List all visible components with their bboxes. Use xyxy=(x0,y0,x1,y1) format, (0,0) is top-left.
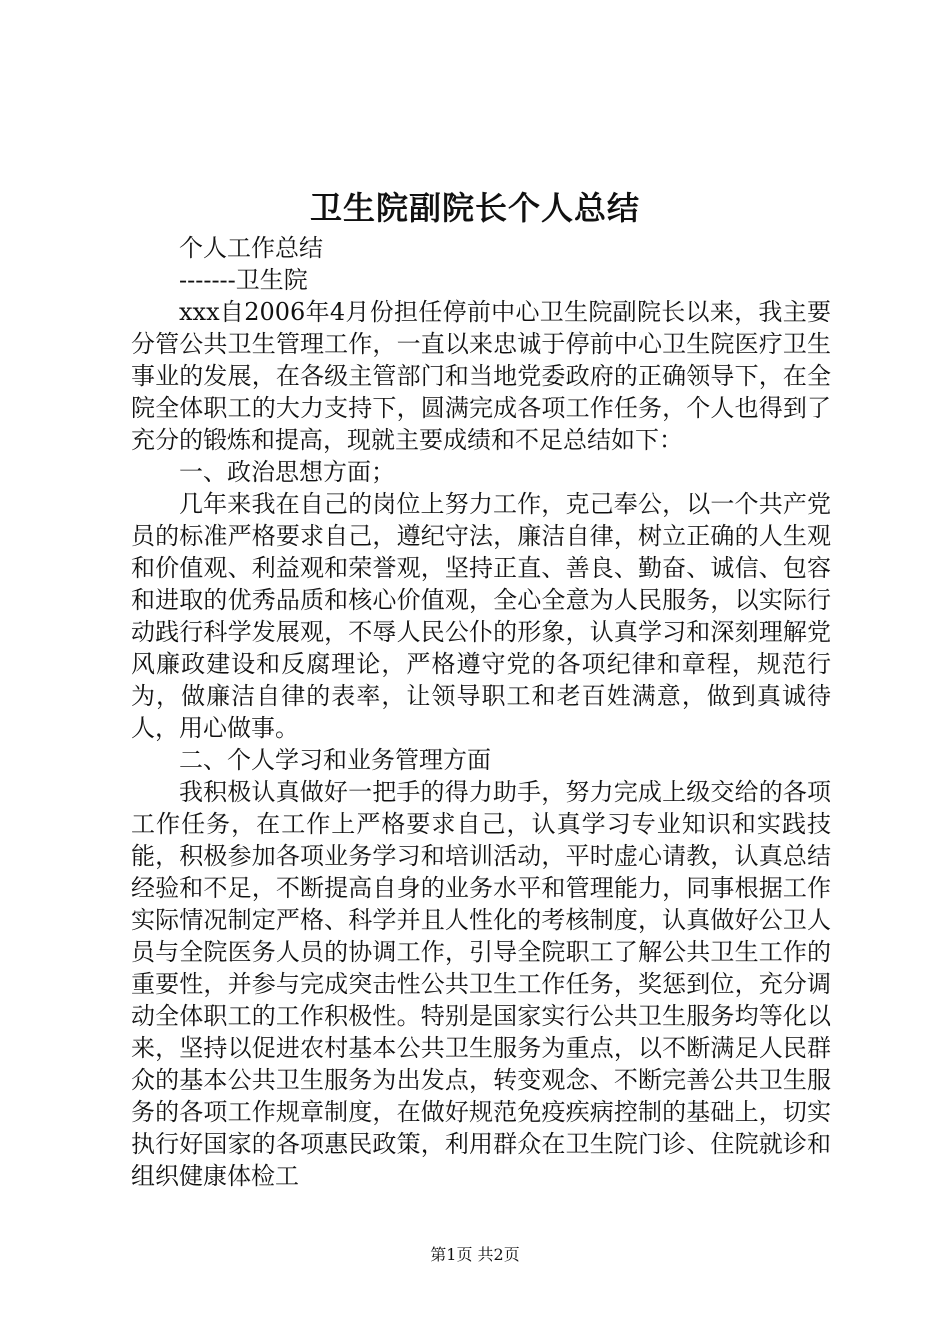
unit-line: -------卫生院 xyxy=(179,266,308,294)
document-title: 卫生院副院长个人总结 xyxy=(309,189,640,227)
paragraph-intro: xxx自2006年4月份担任停前中心卫生院副院长以来，我主要分管公共卫生管理工作，一直以来忠诚于停前中心卫生院医疗卫生事业的发展，在各级主管部门和当地党委政府的正确领导下，在全院全体职工的大力支持下，圆满完成各项工作任务，个人也得到了充分的锻炼和提高，现就主要成绩和不足总结如下： xyxy=(131,298,831,454)
paragraph-political: 几年来我在自己的岗位上努力工作，克己奉公，以一个共产党员的标准严格要求自己，遵纪守法，廉洁自律，树立正确的人生观和价值观、利益观和荣誉观，坚持正直、善良、勤奋、诚信、包容和进取的优秀品质和核心价值观，全心全意为人民服务，以实际行动践行科学发展观，不辱人民公仆的形象，认真学习和深刻理解党风廉政建设和反腐理论，严格遵守党的各项纪律和章程，规范行为，做廉洁自律的表率，让领导职工和老百姓满意，做到真诚待人，用心做事。 xyxy=(131,490,831,742)
document-body xyxy=(131,232,831,1192)
subtitle: 个人工作总结 xyxy=(179,234,323,262)
page-number: 第1页 共2页 xyxy=(430,1245,520,1264)
paragraph-study: 我积极认真做好一把手的得力助手，努力完成上级交给的各项工作任务，在工作上严格要求自己，认真学习专业知识和实践技能，积极参加各项业务学习和培训活动，平时虚心请教，认真总结经验和不足，不断提高自身的业务水平和管理能力，同事根据工作实际情况制定严格、科学并且人性化的考核制度，认真做好公卫人员与全院医务人员的协调工作，引导全院职工了解公共卫生工作的重要性，并参与完成突击性公共卫生工作任务，奖惩到位，充分调动全体职工的工作积极性。特别是国家实行公共卫生服务均等化以来，坚持以促进农村基本公共卫生服务为重点，以不断满足人民群众的基本公共卫生服务为出发点，转变观念、不断完善公共卫生服务的各项工作规章制度，在做好规范免疫疾病控制的基础上，切实执行好国家的各项惠民政策，利用群众在卫生院门诊、住院就诊和组织健康体检工 xyxy=(131,778,831,1190)
section-heading-study: 二、个人学习和业务管理方面 xyxy=(179,746,491,774)
section-heading-political: 一、政治思想方面； xyxy=(179,458,395,486)
